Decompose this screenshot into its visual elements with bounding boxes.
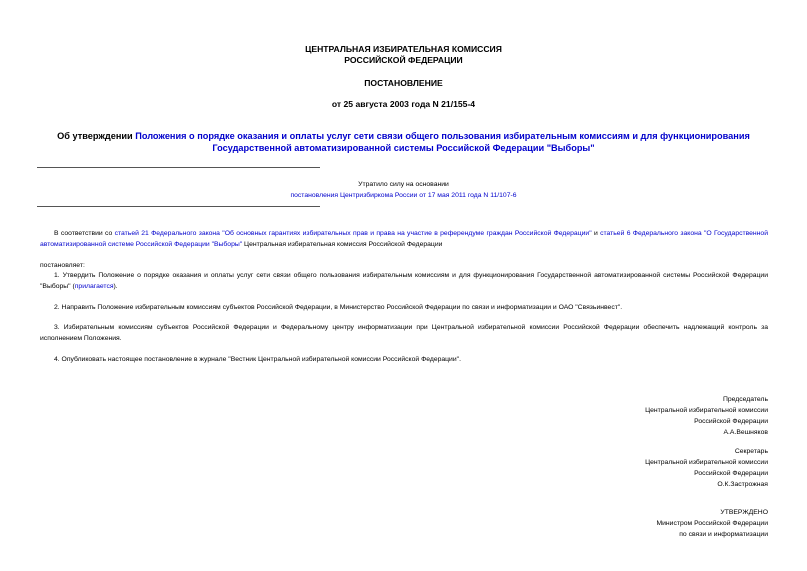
preamble-paragraph <box>40 228 768 250</box>
title-link-line-2[interactable]: Государственной автоматизированной системы Российской Федерации "Выборы" <box>212 143 595 153</box>
item-3: 3. Избирательным комиссиям субъектов Российской Федерации и Федеральному центру информатизации при Центральной избирательной комиссии Российской Федерации обеспечить надлежащий контроль за исполнением Положения. <box>40 324 768 342</box>
resolves-label: постановляет: <box>40 262 85 269</box>
appendix-link[interactable]: прилагается <box>74 283 114 290</box>
secretary-role: Секретарь <box>734 448 768 455</box>
title-link-line-1[interactable]: Положения о порядке оказания и оплаты услуг сети связи общего пользования избирательным комиссиям и для функционирования <box>135 131 750 141</box>
document-type: ПОСТАНОВЛЕНИЕ <box>364 78 443 88</box>
chairman-role: Председатель <box>723 396 768 403</box>
divider-top <box>37 167 320 168</box>
law-6-link[interactable]: статьей 6 Федерального закона "О Государственной автоматизированной системе Российской Федерации "Выборы" <box>40 230 769 248</box>
item-2: 2. Направить Положение избирательным комиссиям субъектов Российской Федерации, в Министерство Российской Федерации по связи и информатизации и ОАО "Связьинвест". <box>54 304 623 311</box>
item-1-text: 1. Утвердить Положение о порядке оказания и оплаты услуг сети связи общего пользования избирательным комиссиям и для функционирования Государственной автоматизированной системы Российской Федерации "Выборы" ( <box>40 272 768 290</box>
approval-block <box>508 507 768 540</box>
preamble-text-3: Центральная избирательная комиссия Российской Федерации <box>242 241 443 248</box>
repeal-link[interactable]: постановления Центризбиркома России от 17 мая 2011 года N 11/107-6 <box>290 192 517 199</box>
signature-secretary <box>508 446 768 490</box>
item-4: 4. Опубликовать настоящее постановление в журнале "Вестник Центральной избирательной комиссии Российской Федерации". <box>54 356 461 363</box>
status-line-2 <box>0 191 807 201</box>
status-line-1: Утратило силу на основании <box>358 181 449 188</box>
secretary-name: О.К.Застрожная <box>717 481 768 488</box>
chairman-name: А.А.Вешняков <box>723 429 768 436</box>
chairman-org-2: Российской Федерации <box>694 418 768 425</box>
header-line-1: ЦЕНТРАЛЬНАЯ ИЗБИРАТЕЛЬНАЯ КОМИССИЯ <box>305 44 502 54</box>
document-title-line-2 <box>0 142 807 154</box>
preamble-text-1: В соответствии со <box>54 230 115 237</box>
header-line-2: РОССИЙСКОЙ ФЕДЕРАЦИИ <box>344 55 463 65</box>
law-21-link[interactable]: статьей 21 Федерального закона "Об основных гарантиях избирательных прав и права на участие в референдуме граждан Российской Федерации" <box>114 230 592 237</box>
divider-bottom <box>37 206 320 207</box>
item-1 <box>40 270 768 292</box>
preamble-text-2: и <box>591 230 601 237</box>
signature-chairman <box>508 394 768 438</box>
document-title <box>0 130 807 142</box>
secretary-org-1: Центральной избирательной комиссии <box>645 459 768 466</box>
approved-by-line-2: по связи и информатизации <box>679 531 768 538</box>
secretary-org-2: Российской Федерации <box>694 470 768 477</box>
item-1-end: ). <box>113 283 118 290</box>
document-date-number: от 25 августа 2003 года N 21/155-4 <box>331 99 476 109</box>
title-prefix: Об утверждении <box>57 131 136 141</box>
approved-label: УТВЕРЖДЕНО <box>720 509 768 516</box>
approved-by-line-1: Министром Российской Федерации <box>656 520 768 527</box>
chairman-org-1: Центральной избирательной комиссии <box>645 407 768 414</box>
